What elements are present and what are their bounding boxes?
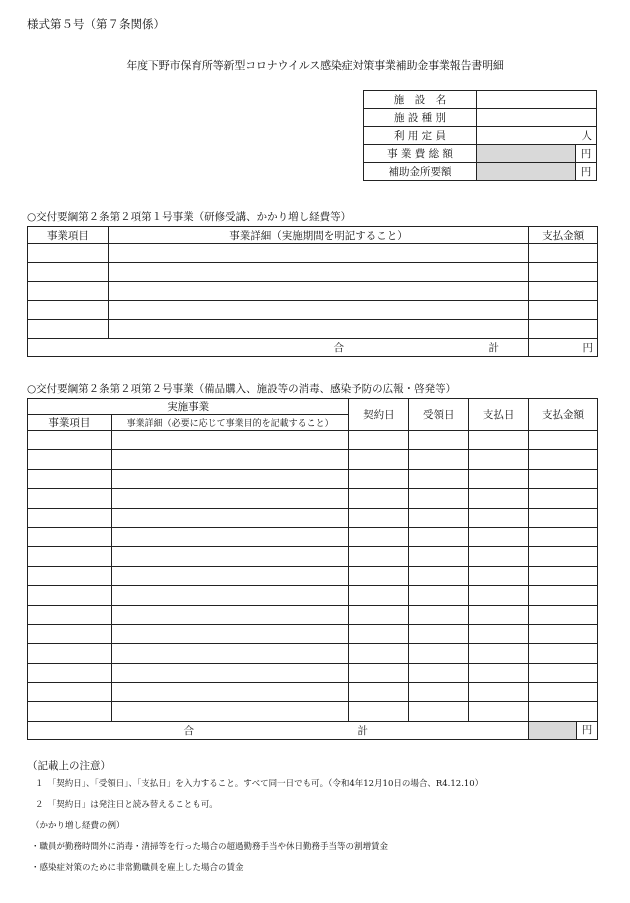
table-row: [28, 547, 598, 566]
table-cell[interactable]: [529, 683, 598, 702]
table-cell[interactable]: [28, 450, 112, 469]
table-cell[interactable]: [409, 489, 469, 508]
total-amount-shaded: [529, 722, 577, 739]
table-cell[interactable]: [111, 644, 349, 663]
table-cell[interactable]: [529, 489, 598, 508]
table-cell[interactable]: [529, 301, 598, 320]
table-cell[interactable]: [529, 244, 598, 263]
note-item: （かかり増し経費の例）: [31, 821, 125, 831]
column-header: 契約日: [349, 399, 409, 431]
column-header: 事業詳細（実施期間を明記すること）: [108, 227, 528, 244]
table-cell[interactable]: [469, 431, 529, 450]
table-cell[interactable]: [111, 702, 349, 721]
table-cell[interactable]: [409, 450, 469, 469]
table-cell[interactable]: [28, 244, 109, 263]
total-label-right: 計: [488, 342, 499, 354]
info-row: [364, 109, 597, 127]
table-row: [28, 624, 598, 643]
table-cell[interactable]: [529, 663, 598, 682]
info-row: [364, 127, 597, 145]
table-cell[interactable]: [469, 450, 529, 469]
table-cell[interactable]: [409, 644, 469, 663]
table-row: [28, 702, 598, 721]
table-row: [28, 431, 598, 450]
table-cell[interactable]: [111, 431, 349, 450]
section1-table: [27, 226, 598, 357]
table-cell[interactable]: [409, 702, 469, 721]
table-cell[interactable]: [529, 566, 598, 585]
table-cell[interactable]: [108, 282, 528, 301]
table-cell[interactable]: [469, 683, 529, 702]
table-cell[interactable]: [28, 663, 112, 682]
info-row: [364, 145, 597, 163]
table-cell[interactable]: [349, 469, 409, 488]
column-header: 事業詳細（必要に応じて事業目的を記載すること）: [111, 415, 349, 431]
table-cell[interactable]: [28, 469, 112, 488]
table-row: [28, 644, 598, 663]
table-cell[interactable]: [28, 263, 109, 282]
table-cell[interactable]: [28, 683, 112, 702]
table-cell[interactable]: [409, 683, 469, 702]
total-label: [28, 339, 529, 357]
table-row: [28, 263, 598, 282]
table-cell[interactable]: [469, 508, 529, 527]
table-cell[interactable]: [529, 644, 598, 663]
table-cell[interactable]: [349, 586, 409, 605]
table-cell[interactable]: [469, 489, 529, 508]
table-cell[interactable]: [469, 527, 529, 546]
table-cell[interactable]: [529, 282, 598, 301]
capacity-field[interactable]: 人: [477, 127, 597, 145]
total-amount-field[interactable]: [529, 721, 598, 739]
column-header: 支払金額: [529, 227, 598, 244]
table-cell[interactable]: [469, 547, 529, 566]
table-cell[interactable]: [28, 547, 112, 566]
notes-section: [27, 758, 607, 879]
table-cell[interactable]: [28, 508, 112, 527]
total-label-right: 計: [357, 724, 368, 737]
table-cell[interactable]: [409, 547, 469, 566]
table-cell[interactable]: [349, 431, 409, 450]
table-cell[interactable]: [529, 469, 598, 488]
table-cell[interactable]: [28, 320, 109, 339]
facility-name-field[interactable]: [477, 91, 597, 109]
table-row: [28, 320, 598, 339]
table-cell[interactable]: [28, 527, 112, 546]
column-header: 事業項目: [28, 227, 109, 244]
document-title: 年度下野市保育所等新型コロナウイルス感染症対策事業補助金事業報告書明細: [126, 59, 504, 72]
table-cell[interactable]: [469, 624, 529, 643]
total-label: [28, 721, 529, 739]
table-cell[interactable]: [111, 547, 349, 566]
table-cell[interactable]: [409, 527, 469, 546]
table-cell[interactable]: [349, 702, 409, 721]
table-cell[interactable]: [111, 605, 349, 624]
table-cell[interactable]: [469, 605, 529, 624]
info-row: [364, 163, 597, 181]
table-cell[interactable]: [409, 663, 469, 682]
table-row: [28, 244, 598, 263]
note-item: １ 「契約日」、「受領日」、「支払日」を入力すること。すべて同一日でも可。（令和4年12月10日の場合、R4.12.10）: [35, 779, 484, 789]
table-cell[interactable]: [349, 605, 409, 624]
table-cell[interactable]: [111, 489, 349, 508]
table-cell[interactable]: [111, 469, 349, 488]
table-cell[interactable]: [111, 683, 349, 702]
table-cell[interactable]: [529, 320, 598, 339]
table-cell[interactable]: [111, 586, 349, 605]
unit-label: 円: [581, 723, 593, 736]
facility-type-field[interactable]: [477, 109, 597, 127]
table-row: [28, 282, 598, 301]
info-label: 事 業 費 総 額: [364, 145, 477, 163]
table-cell[interactable]: [349, 527, 409, 546]
table-row: [28, 586, 598, 605]
table-row: [28, 469, 598, 488]
table-cell[interactable]: [409, 566, 469, 585]
table-cell[interactable]: [529, 263, 598, 282]
group-header: 実施事業: [28, 399, 349, 415]
column-header: 受領日: [409, 399, 469, 431]
total-row: [28, 339, 598, 357]
column-header: 支払金額: [529, 399, 598, 431]
table-row: [28, 508, 598, 527]
info-label: 施 設 種 別: [364, 109, 477, 127]
table-cell[interactable]: [529, 527, 598, 546]
table-cell[interactable]: [349, 644, 409, 663]
table-cell[interactable]: [349, 489, 409, 508]
table-cell[interactable]: [409, 508, 469, 527]
table-cell[interactable]: [409, 586, 469, 605]
table-cell[interactable]: [349, 508, 409, 527]
table-cell[interactable]: [529, 586, 598, 605]
total-row: [28, 721, 598, 739]
form-number: 様式第５号（第７条関係）: [27, 17, 165, 31]
total-amount-field[interactable]: 円: [529, 339, 598, 357]
table-cell[interactable]: [529, 624, 598, 643]
table-cell[interactable]: [409, 431, 469, 450]
table-cell[interactable]: [28, 301, 109, 320]
note-item: ・職員が勤務時間外に消毒・清掃等を行った場合の超過勤務手当や休日勤務手当等の割増賃金: [31, 842, 389, 852]
table-cell[interactable]: [469, 663, 529, 682]
table-cell[interactable]: [409, 469, 469, 488]
table-cell[interactable]: [349, 450, 409, 469]
column-header: 支払日: [469, 399, 529, 431]
table-cell[interactable]: [469, 469, 529, 488]
table-cell[interactable]: [529, 547, 598, 566]
note-item: ・感染症対策のために非常勤職員を雇上した場合の賃金: [31, 863, 244, 873]
table-cell[interactable]: [529, 508, 598, 527]
table-cell[interactable]: [28, 282, 109, 301]
table-cell[interactable]: [108, 301, 528, 320]
unit-label: 円: [576, 145, 597, 163]
section2-title: ○交付要綱第２条第２項第２号事業（備品購入、施設等の消毒、感染予防の広報・啓発等）: [27, 383, 457, 395]
table-cell[interactable]: [349, 566, 409, 585]
table-row: [28, 489, 598, 508]
table-cell[interactable]: [469, 586, 529, 605]
total-label-left: 合: [183, 724, 194, 737]
table-cell[interactable]: [469, 702, 529, 721]
table-cell[interactable]: [111, 663, 349, 682]
table-cell[interactable]: [111, 566, 349, 585]
table-cell[interactable]: [469, 644, 529, 663]
table-cell[interactable]: [349, 547, 409, 566]
table-row: [28, 301, 598, 320]
table-cell[interactable]: [529, 431, 598, 450]
table-cell[interactable]: [529, 450, 598, 469]
table-cell[interactable]: [529, 605, 598, 624]
info-label: 補助金所要額: [364, 163, 477, 181]
table-row: [28, 566, 598, 585]
table-cell[interactable]: [28, 586, 112, 605]
table-row: [28, 450, 598, 469]
table-cell[interactable]: [529, 702, 598, 721]
table-cell[interactable]: [111, 527, 349, 546]
table-cell[interactable]: [28, 489, 112, 508]
table-row: [28, 663, 598, 682]
facility-info-table: [363, 90, 597, 181]
info-row: [364, 91, 597, 109]
table-header-row: [28, 227, 598, 244]
table-cell[interactable]: [108, 244, 528, 263]
table-cell[interactable]: [111, 450, 349, 469]
table-cell[interactable]: [349, 683, 409, 702]
table-cell[interactable]: [409, 624, 469, 643]
table-row: [28, 527, 598, 546]
table-cell[interactable]: [108, 263, 528, 282]
table-cell[interactable]: [349, 663, 409, 682]
table-cell[interactable]: [108, 320, 528, 339]
unit-label: 円: [576, 163, 597, 181]
notes-heading: （記載上の注意）: [27, 760, 111, 772]
subsidy-amount-field[interactable]: [477, 163, 576, 181]
table-cell[interactable]: [111, 508, 349, 527]
total-label-left: 合: [333, 342, 344, 354]
section1-title: ○交付要綱第２条第２項第１号事業（研修受講、かかり増し経費等）: [27, 211, 352, 223]
column-header: 事業項目: [28, 415, 112, 431]
table-row: [28, 683, 598, 702]
table-cell[interactable]: [28, 605, 112, 624]
table-cell[interactable]: [28, 644, 112, 663]
info-label: 施 設 名: [364, 91, 477, 109]
total-cost-field[interactable]: [477, 145, 576, 163]
table-cell[interactable]: [111, 624, 349, 643]
table-cell[interactable]: [349, 624, 409, 643]
table-cell[interactable]: [28, 702, 112, 721]
table-cell[interactable]: [28, 566, 112, 585]
table-cell[interactable]: [28, 431, 112, 450]
table-cell[interactable]: [469, 566, 529, 585]
info-label: 利 用 定 員: [364, 127, 477, 145]
table-header-row: [28, 399, 598, 415]
table-row: [28, 605, 598, 624]
note-item: ２ 「契約日」は発注日と読み替えることも可。: [35, 800, 218, 810]
section2-table: [27, 398, 598, 740]
table-cell[interactable]: [28, 624, 112, 643]
table-cell[interactable]: [409, 605, 469, 624]
